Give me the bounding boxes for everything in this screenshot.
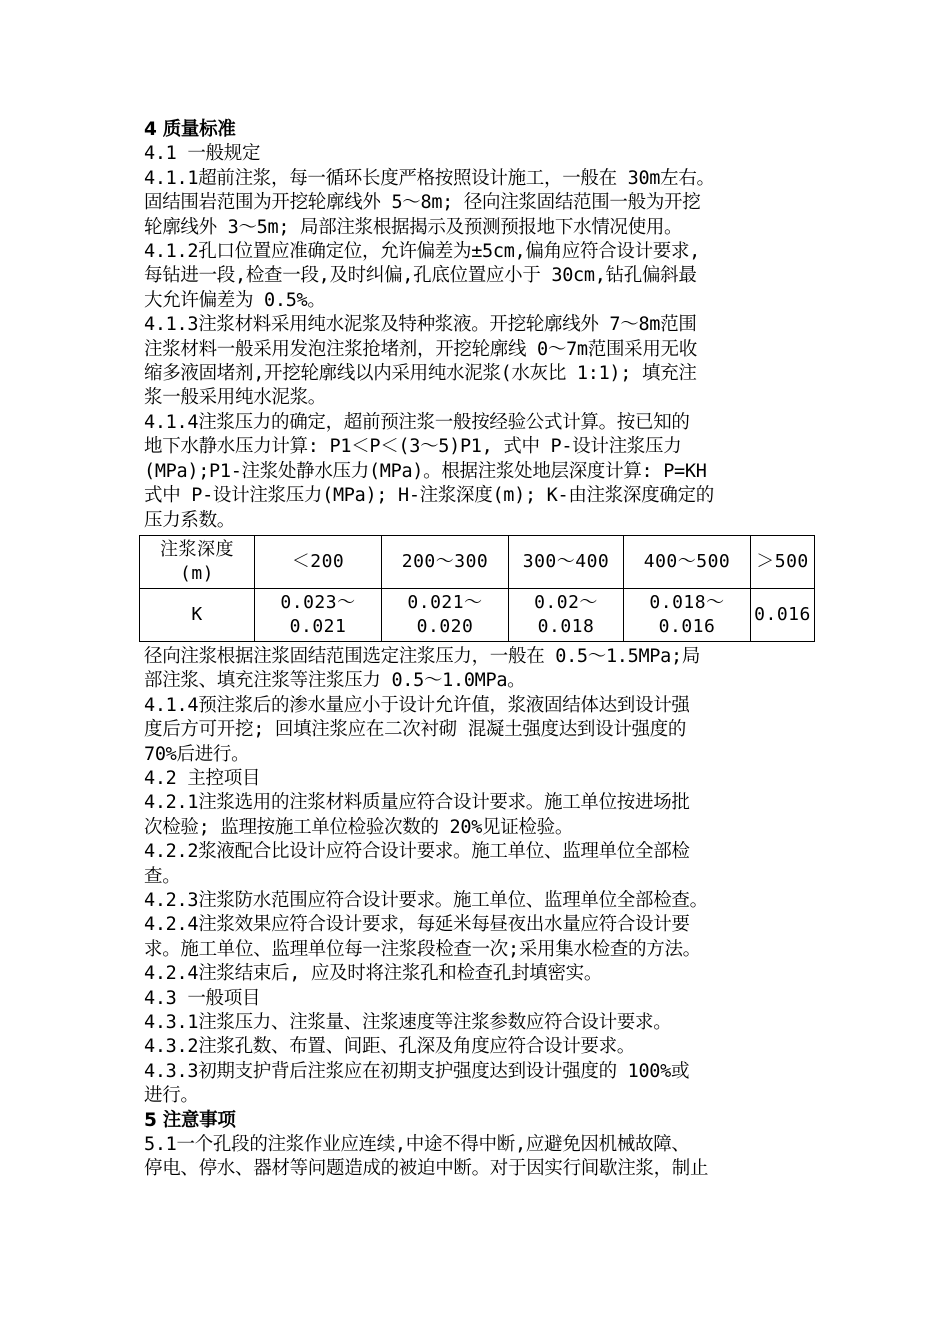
clause-radial-grouting: [144, 645, 824, 694]
text-line: 度后方可开挖; 回填注浆应在二次衬砌 混凝土强度达到设计强度的: [144, 719, 687, 741]
table-cell: 0.016: [751, 588, 815, 641]
section-5-heading: 5 注意事项: [144, 1109, 236, 1131]
table-cell: 0.02～ 0.018: [509, 588, 624, 641]
document-body: [144, 118, 824, 1182]
clause-4-2-3: [144, 889, 824, 913]
text-line: 4.3.2注浆孔数、布置、间距、孔深及角度应符合设计要求。: [144, 1036, 635, 1058]
clause-5-1: [144, 1133, 824, 1182]
section-4-heading: 4 质量标准: [144, 119, 236, 140]
clause-4-2-4-sealing: [144, 962, 824, 986]
table-row-k: [140, 588, 815, 641]
text-line: 进行。: [144, 1085, 199, 1107]
text-line: 4.2.3注浆防水范围应符合设计要求。施工单位、监理单位全部检查。: [144, 889, 708, 911]
text-line: 70%后进行。: [144, 743, 250, 765]
text-line: 4.1.3注浆材料采用纯水泥浆及特种浆液。开挖轮廓线外 7～8m范围: [144, 314, 697, 336]
text-line: 4.3.3初期支护背后注浆应在初期支护强度达到设计强度的 100%或: [144, 1060, 690, 1082]
table-header-row: [140, 535, 815, 588]
text-line: 4.1.4注浆压力的确定，超前预注浆一般按经验公式计算。按已知的: [144, 411, 690, 433]
clause-4-3-2: [144, 1035, 824, 1059]
text-line: 停电、停水、器材等问题造成的被迫中断。对于因实行间歇注浆，制止: [144, 1158, 709, 1180]
table-cell-depth-label: 注浆深度 (m): [140, 535, 255, 588]
text-line: 径向注浆根据注浆固结范围选定注浆压力，一般在 0.5～1.5MPa;局: [144, 645, 701, 667]
clause-4-2-4-effect: [144, 913, 824, 962]
text-line: 4.1.1超前注浆，每一循环长度严格按照设计施工，一般在 30m左右。: [144, 167, 715, 189]
clause-4-2-2: [144, 840, 824, 889]
text-line: 注浆材料一般采用发泡注浆抢堵剂，开挖轮廓线 0～7m范围采用无收: [144, 338, 697, 360]
text-line: 求。施工单位、监理单位每一注浆段检查一次;采用集水检查的方法。: [144, 938, 701, 960]
table-cell: 0.021～ 0.020: [382, 588, 509, 641]
text-line: 每钻进一段,检查一段,及时纠偏,孔底位置应小于 30cm,钻孔偏斜最: [144, 265, 697, 287]
text-line: 部注浆、填充注浆等注浆压力 0.5～1.0MPa。: [144, 670, 526, 692]
text-line: 4.2.1注浆选用的注浆材料质量应符合设计要求。施工单位按进场批: [144, 792, 690, 814]
text-line: 4.2.4注浆效果应符合设计要求，每延米每昼夜出水量应符合设计要: [144, 914, 690, 936]
clause-4-3-3: [144, 1060, 824, 1109]
clause-4-3-1: [144, 1011, 824, 1035]
table-cell: 300～400: [509, 535, 624, 588]
text-line: 固结围岩范围为开挖轮廓线外 5～8m; 径向注浆固结范围一般为开挖: [144, 192, 701, 214]
text-line: 大允许偏差为 0.5%。: [144, 289, 326, 311]
text-line: 5.1一个孔段的注浆作业应连续,中途不得中断,应避免因机械故障、: [144, 1134, 690, 1156]
text-line: 查。: [144, 865, 181, 887]
text-line: 浆一般采用纯水泥浆。: [144, 387, 327, 409]
text-line: 次检验; 监理按施工单位检验次数的 20%见证检验。: [144, 816, 574, 838]
table-cell: 400～500: [624, 535, 751, 588]
text-line: 4.2.4注浆结束后, 应及时将注浆孔和检查孔封填密实。: [144, 963, 603, 985]
text-line: 4.3.1注浆压力、注浆量、注浆速度等注浆参数应符合设计要求。: [144, 1012, 672, 1033]
clause-4-1-3: [144, 313, 824, 411]
k-coefficient-table: [139, 535, 815, 642]
table-cell: ＞500: [751, 535, 815, 588]
text-line: 轮廓线外 3～5m; 局部注浆根据揭示及预测预报地下水情况使用。: [144, 216, 683, 238]
text-line: 4.2.2浆液配合比设计应符合设计要求。施工单位、监理单位全部检: [144, 841, 690, 863]
table-cell: 200～300: [382, 535, 509, 588]
clause-4-1-4-seepage: [144, 694, 824, 767]
subsection-4-3-heading: 4.3 一般项目: [144, 987, 261, 1009]
text-line: (MPa);P1-注浆处静水压力(MPa)。根据注浆处地层深度计算: P=KH: [144, 460, 707, 482]
clause-4-2-1: [144, 791, 824, 840]
clause-4-1-2: [144, 240, 824, 313]
table-cell: 0.023～ 0.021: [255, 588, 382, 641]
text-line: 式中 P-设计注浆压力(MPa); H-注浆深度(m); K-由注浆深度确定的: [144, 485, 714, 507]
text-line: 缩多液固堵剂,开挖轮廓线以内采用纯水泥浆(水灰比 1:1); 填充注: [144, 363, 697, 385]
clause-4-1-1: [144, 167, 824, 240]
table-cell: 0.018～ 0.016: [624, 588, 751, 641]
subsection-4-1-heading: 4.1 一般规定: [144, 143, 261, 165]
table-cell-k-label: K: [140, 588, 255, 641]
table-cell: ＜200: [255, 535, 382, 588]
text-line: 4.1.4预注浆后的渗水量应小于设计允许值，浆液固结体达到设计强: [144, 694, 690, 716]
subsection-4-2-heading: 4.2 主控项目: [144, 767, 261, 789]
text-line: 压力系数。: [144, 509, 236, 531]
clause-4-1-4-pressure: [144, 411, 824, 533]
text-line: 4.1.2孔口位置应准确定位，允许偏差为±5cm,偏角应符合设计要求,: [144, 241, 701, 263]
text-line: 地下水静水压力计算: P1＜P＜(3～5)P1, 式中 P-设计注浆压力: [144, 436, 682, 458]
